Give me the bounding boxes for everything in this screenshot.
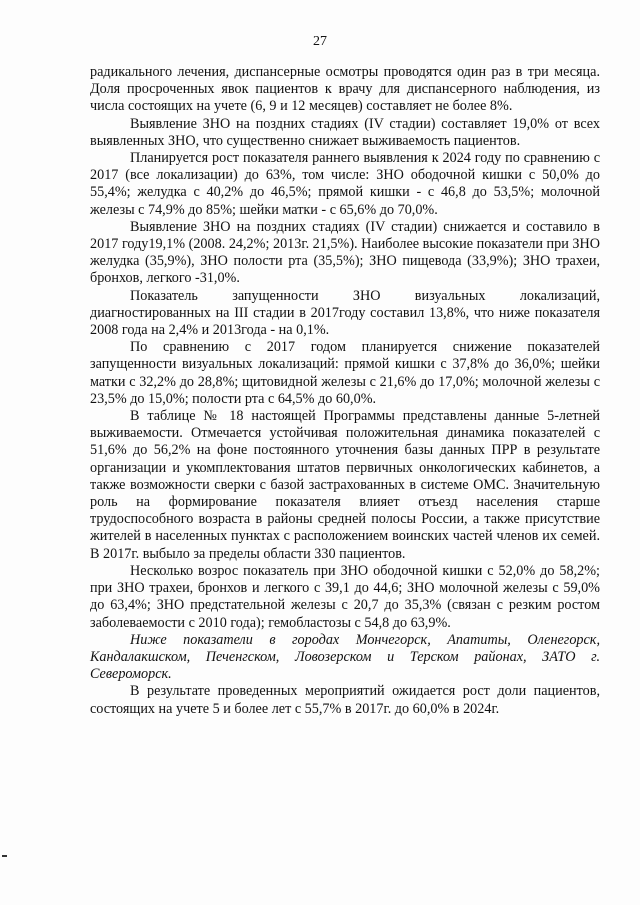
- paragraph-3: Планируется рост показателя раннего выявления к 2024 году по сравнению с 2017 (все локализации) до 63%, том числе: ЗНО ободочной кишки с 50,0% до 55,4%; желудка с 40,2% до 46,5%; прямой кишки - с 46,8 до 53,5%; молочной железы с 74,9% до 85%; шейки матки - с 65,6% до 70,0%.: [90, 150, 600, 218]
- paragraph-8: Несколько возрос показатель при ЗНО ободочной кишки с 52,0% до 58,2%; при ЗНО трахеи, бронхов и легкого с 39,1 до 44,6; ЗНО молочной железы с 59,0% до 63,4%; ЗНО предстательной железы с 20,7 до 35,3% (связан с резким ростом заболеваемости с 2010 года); гемобластозы с 54,8 до 63,9%.: [90, 562, 600, 631]
- page-number: 27: [313, 34, 327, 49]
- paragraph-1: радикального лечения, диспансерные осмотры проводятся один раз в три месяца. Доля просроченных явок пациентов к врачу для диспансерного наблюдения, из числа состоящих на учете (6, 9 и 12 месяцев) составляет не более 8%.: [90, 64, 600, 115]
- paragraph-2: Выявление ЗНО на поздних стадиях (IV стадии) составляет 19,0% от всех выявленных ЗНО, что существенно снижает выживаемость пациентов.: [90, 115, 600, 149]
- paragraph-10: В результате проведенных мероприятий ожидается рост доли пациентов, состоящих на учете 5 и более лет с 55,7% в 2017г. до 60,0% в 2024г.: [90, 683, 600, 717]
- paragraph-9: Ниже показатели в городах Мончегорск, Апатиты, Оленегорск, Кандалакшском, Печенгском, Ловозерском и Терском районах, ЗАТО г. Североморск.: [90, 631, 600, 683]
- paragraph-6: По сравнению с 2017 годом планируется снижение показателей запущенности визуальных локализаций: прямой кишки с 37,8% до 36,0%; шейки матки с 32,2% до 28,8%; щитовидной железы с 21,6% до 17,0%; молочной железы с 23,5% до 15,0%; полости рта с 64,5% до 60,0%.: [90, 339, 600, 407]
- document-body: [90, 64, 600, 718]
- paragraph-4: Выявление ЗНО на поздних стадиях (IV стадии) снижается и составило в 2017 году19,1% (2008. 24,2%; 2013г. 21,5%). Наиболее высокие показатели при ЗНО желудка (35,9%), ЗНО полости рта (35,5%); ЗНО пищевода (33,9%); ЗНО трахеи, бронхов, легкого -31,0%.: [90, 218, 600, 287]
- paragraph-7: В таблице № 18 настоящей Программы представлены данные 5-летней выживаемости. Отмечается устойчивая положительная динамика показателей с 51,6% до 56,2% на фоне постоянного уточнения базы данных ПРР в результате организации и укомплектования штатов первичных онкологических кабинетов, а также возможности сверки с базой застрахованных в системе ОМС. Значительную роль на формирование показателя влияет отъезд населения старше трудоспособного возраста в районы средней полосы России, а также присутствие жителей в населенных пунктах с расположением воинских частей членов их семей. В 2017г. выбыло за пределы области 330 пациентов.: [90, 408, 600, 562]
- scan-margin-mark: [2, 855, 7, 857]
- paragraph-5: Показатель запущенности ЗНО визуальных локализаций, диагностированных на III стадии в 2017году составил 13,8%, что ниже показателя 2008 года на 2,4% и 2013года - на 0,1%.: [90, 287, 600, 339]
